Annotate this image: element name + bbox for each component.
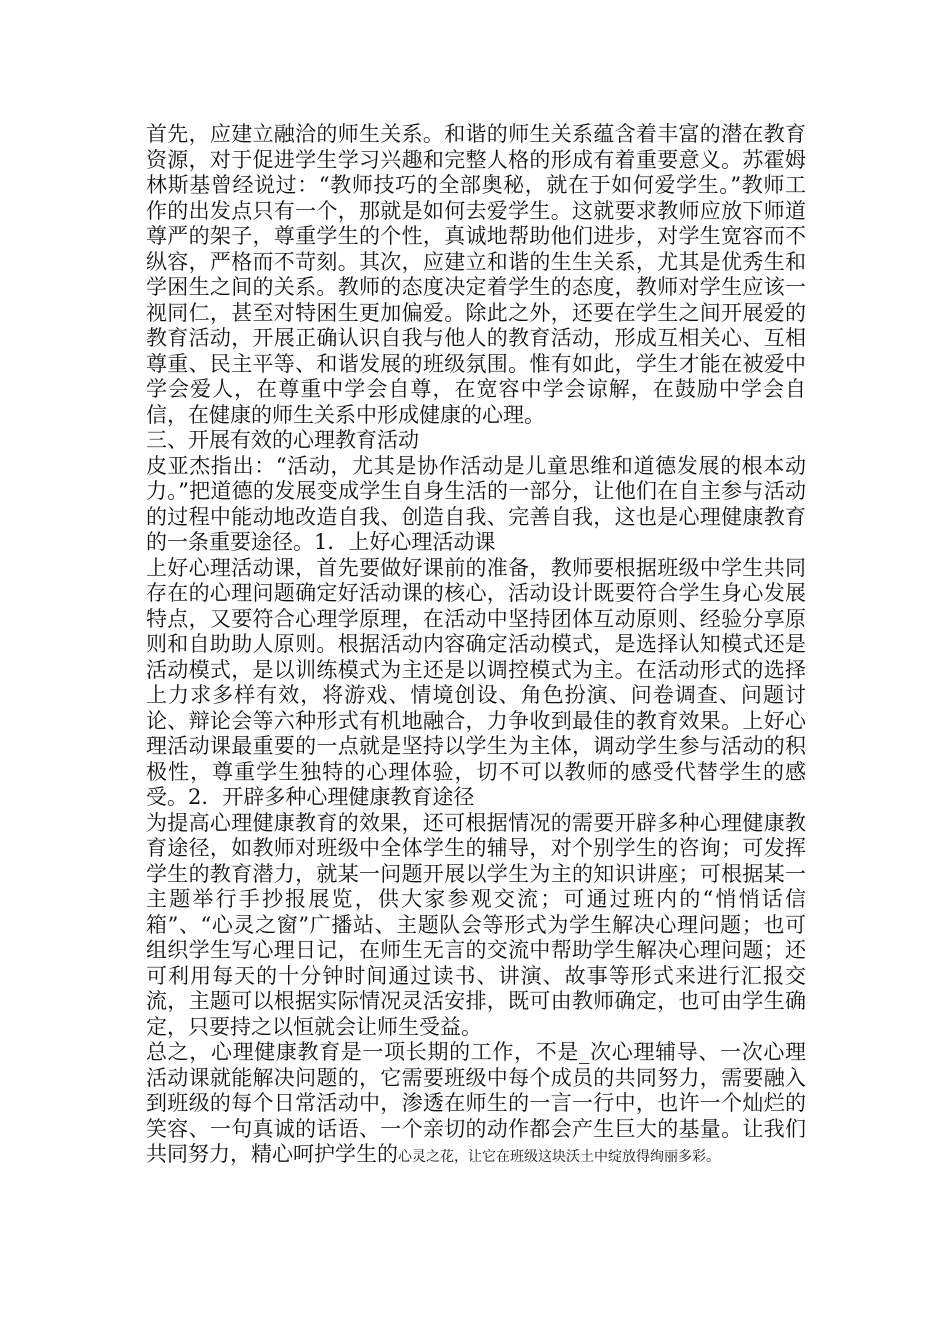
paragraph-piaget: 皮亚杰指出：“活动，尤其是协作活动是儿童思维和道德发展的根本动力。”把道德的发展变成学生自身生活的一部分，让他们在自主参与活动的过程中能动地改造自我、创造自我、完善自我，这也是心理健康教育的一条重要途径。1．上好心理活动课 — [146, 453, 806, 554]
document-body — [146, 122, 806, 1168]
section-heading-3: 三、开展有效的心理教育活动 — [146, 428, 419, 452]
paragraph-activity-class: 上好心理活动课，首先要做好课前的准备，教师要根据班级中学生共同存在的心理问题确定好活动课的核心，活动设计既要符合学生身心发展特点，又要符合心理学原理，在活动中坚持团体互动原则、经验分享原则和自助助人原则。根据活动内容确定活动模式，是选择认知模式还是活动模式，是以训练模式为主还是以调控模式为主。在活动形式的选择上力求多样有效，将游戏、情境创设、角色扮演、问卷调查、问题讨论、辩论会等六种形式有机地融合，力争收到最佳的教育效果。上好心理活动课最重要的一点就是坚持以学生为主体，调动学生参与活动的积极性，尊重学生独特的心理体验，切不可以教师的感受代替学生的感受。2．开辟多种心理健康教育途径 — [146, 555, 806, 809]
conclusion-closing-text: 心灵之花，让它在班级这块沃土中绽放得绚丽多彩。 — [398, 1149, 720, 1165]
paragraph-multiple-approaches: 为提高心理健康教育的效果，还可根据情况的需要开辟多种心理健康教育途径，如教师对班级中全体学生的辅导，对个别学生的咨询；可发挥学生的教育潜力，就某一问题开展以学生为主的知识讲座；可根据某一主题举行手抄报展览，供大家参观交流；可通过班内的“悄悄话信箱”、“心灵之窗”广播站、主题队会等形式为学生解决心理问题；也可组织学生写心理日记，在师生无言的交流中帮助学生解决心理问题；还可利用每天的十分钟时间通过读书、讲演、故事等形式来进行汇报交流，主题可以根据实际情况灵活安排，既可由教师确定，也可由学生确定，只要持之以恒就会让师生受益。 — [146, 810, 806, 1039]
conclusion-text: 总之，心理健康教育是一项长期的工作，不是_次心理辅导、一次心理活动课就能解决问题的，它需要班级中每个成员的共同努力，需要融入到班级的每个日常活动中，渗透在师生的一言一行中，也许一个灿烂的笑容、一句真诚的话语、一个亲切的动作都会产生巨大的基量。让我们共同努力，精心呵护学生的 — [146, 1040, 806, 1166]
paragraph-conclusion — [146, 1040, 806, 1168]
paragraph-teacher-student-relations: 首先，应建立融洽的师生关系。和谐的师生关系蕴含着丰富的潜在教育资源，对于促进学生学习兴趣和完整人格的形成有着重要意义。苏霍姆林斯基曾经说过：“教师技巧的全部奥秘，就在于如何爱学生。”教师工作的出发点只有一个，那就是如何去爱学生。这就要求教师应放下师道尊严的架子，尊重学生的个性，真诚地帮助他们进步，对学生宽容而不纵容，严格而不苛刻。其次，应建立和谐的生生关系，尤其是优秀生和学困生之间的关系。教师的态度决定着学生的态度，教师对学生应该一视同仁，甚至对特困生更加偏爱。除此之外，还要在学生之间开展爱的教育活动，开展正确认识自我与他人的教育活动，形成互相关心、互相尊重、民主平等、和谐发展的班级氛围。惟有如此，学生才能在被爱中学会爱人，在尊重中学会自尊，在宽容中学会谅解，在鼓励中学会自信，在健康的师生关系中形成健康的心理。 — [146, 122, 806, 427]
